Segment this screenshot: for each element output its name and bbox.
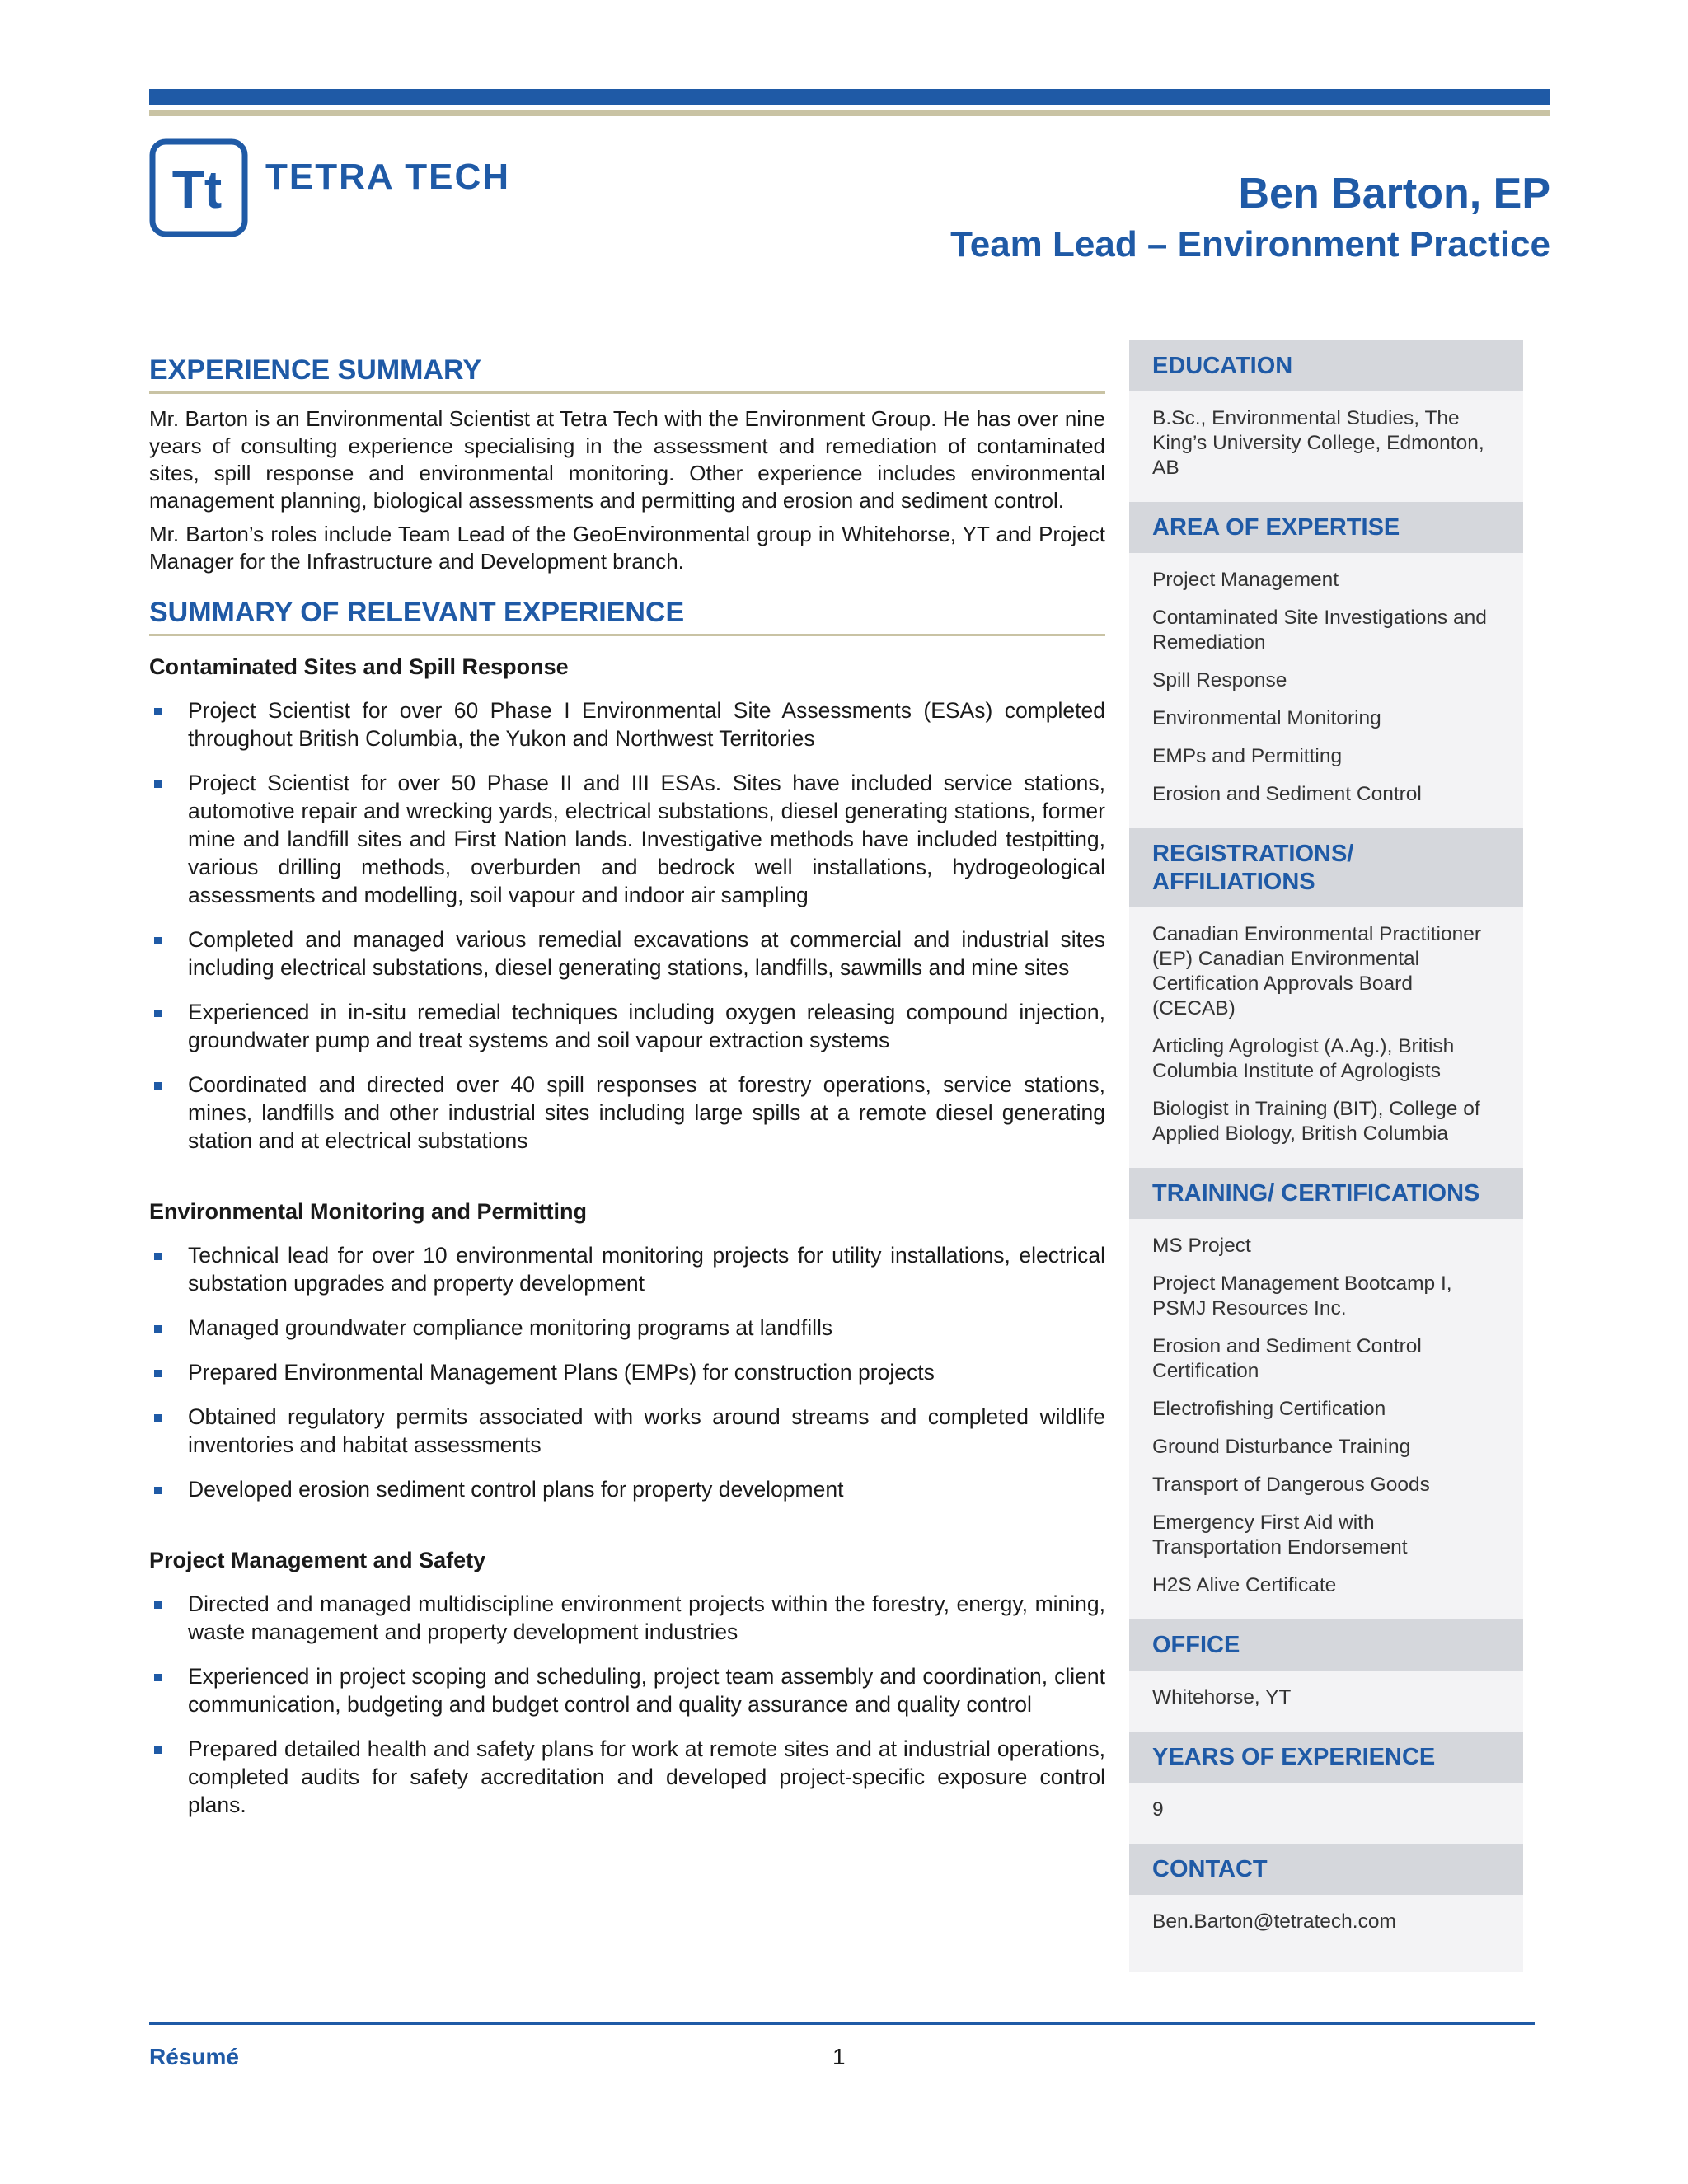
- list-item: Project Scientist for over 50 Phase II and III ESAs. Sites have included service stations, automotive repair and wrecking yards, electrical substations, diesel generating stations, former mine and landfill sites and First Nation lands. Investigative methods have included testpitting, various drilling methods, overburden and bedrock well installations, hydrogeological assessments and modelling, soil vapour and indoor air sampling: [149, 769, 1105, 909]
- training-item: MS Project: [1152, 1235, 1251, 1257]
- expertise-item: Project Management: [1152, 569, 1339, 591]
- list-item: Project Scientist for over 60 Phase I Environmental Site Assessments (ESAs) completed throughout British Columbia, the Yukon and Northwest Territories: [149, 696, 1105, 752]
- experience-section-contaminated-sites: [149, 654, 1105, 1155]
- training-item: Emergency First Aid with Transportation Endorsement: [1152, 1511, 1408, 1558]
- section-title: Contaminated Sites and Spill Response: [149, 654, 569, 679]
- header-gold-rule: [149, 110, 1550, 116]
- expertise-item: Erosion and Sediment Control: [1152, 783, 1422, 805]
- expertise-item: Environmental Monitoring: [1152, 707, 1381, 729]
- tetra-tech-logo-icon: [149, 138, 248, 237]
- registration-item: Articling Agrologist (A.Ag.), British Columbia Institute of Agrologists: [1152, 1035, 1455, 1082]
- list-item: Prepared Environmental Management Plans (EMPs) for construction projects: [149, 1358, 1105, 1386]
- sidebar-heading-office: OFFICE: [1129, 1619, 1523, 1671]
- training-item: Erosion and Sediment Control Certification: [1152, 1335, 1422, 1382]
- expertise-item: EMPs and Permitting: [1152, 745, 1343, 767]
- registration-item: Biologist in Training (BIT), College of Applied Biology, British Columbia: [1152, 1098, 1480, 1145]
- expertise-item: Spill Response: [1152, 669, 1287, 691]
- training-item: Project Management Bootcamp I, PSMJ Resources Inc.: [1152, 1272, 1452, 1319]
- relevant-experience-heading: SUMMARY OF RELEVANT EXPERIENCE: [149, 597, 1105, 636]
- sidebar-heading-training: TRAINING/ CERTIFICATIONS: [1129, 1168, 1523, 1219]
- list-item: Experienced in in-situ remedial techniques including oxygen releasing compound injection, groundwater pump and treat systems and soil vapour extraction systems: [149, 998, 1105, 1054]
- list-item: Directed and managed multidiscipline environment projects within the forestry, energy, mining, waste management and property development industries: [149, 1590, 1105, 1646]
- experience-section-project-management: [149, 1548, 1105, 1819]
- registration-item: Canadian Environmental Practitioner (EP) Canadian Environmental Certification Approvals Board (CECAB): [1152, 923, 1482, 1019]
- footer-label: Résumé: [149, 2044, 239, 2069]
- list-item: Obtained regulatory permits associated with works around streams and completed wildlife inventories and habitat assessments: [149, 1403, 1105, 1459]
- section-title: Environmental Monitoring and Permitting: [149, 1199, 588, 1224]
- sidebar-heading-years: YEARS OF EXPERIENCE: [1129, 1732, 1523, 1783]
- list-item: Developed erosion sediment control plans for property development: [149, 1475, 1105, 1503]
- sidebar-heading-expertise: AREA OF EXPERTISE: [1129, 502, 1523, 553]
- footer-rule: [149, 2022, 1535, 2025]
- list-item: Prepared detailed health and safety plans for work at remote sites and at industrial operations, completed audits for safety accreditation and developed project-specific exposure control plans.: [149, 1735, 1105, 1819]
- page-number: 1: [832, 2044, 846, 2069]
- sidebar-heading-education: EDUCATION: [1129, 340, 1523, 391]
- job-title: Team Lead – Environment Practice: [950, 224, 1550, 265]
- training-item: Ground Disturbance Training: [1152, 1436, 1411, 1458]
- contact-email[interactable]: Ben.Barton@tetratech.com: [1152, 1910, 1396, 1933]
- list-item: Technical lead for over 10 environmental monitoring projects for utility installations, electrical substation upgrades and property development: [149, 1241, 1105, 1297]
- main-content: [149, 354, 1105, 1819]
- office-value: Whitehorse, YT: [1152, 1686, 1292, 1708]
- logo-monogram: Tt: [171, 160, 223, 219]
- years-value: 9: [1152, 1798, 1164, 1821]
- sidebar-heading-contact: CONTACT: [1129, 1844, 1523, 1895]
- training-item: Transport of Dangerous Goods: [1152, 1474, 1430, 1496]
- experience-section-monitoring-permitting: [149, 1199, 1105, 1503]
- summary-paragraph: Mr. Barton’s roles include Team Lead of the GeoEnvironmental group in Whitehorse, YT and Project Manager for the Infrastructure and Development branch.: [149, 522, 1105, 574]
- company-name: TETRA TECH: [265, 157, 511, 197]
- experience-summary-heading: EXPERIENCE SUMMARY: [149, 354, 1105, 394]
- section-title: Project Management and Safety: [149, 1548, 486, 1572]
- education-item: B.Sc., Environmental Studies, The King’s University College, Edmonton, AB: [1152, 407, 1484, 479]
- training-item: H2S Alive Certificate: [1152, 1574, 1337, 1596]
- expertise-item: Contaminated Site Investigations and Remediation: [1152, 607, 1487, 654]
- header-blue-rule: [149, 89, 1550, 105]
- list-item: Experienced in project scoping and scheduling, project team assembly and coordination, client communication, budgeting and budget control and quality assurance and quality control: [149, 1662, 1105, 1718]
- sidebar-heading-registrations: REGISTRATIONS/ AFFILIATIONS: [1129, 828, 1523, 907]
- list-item: Completed and managed various remedial excavations at commercial and industrial sites including electrical substations, diesel generating stations, landfills, sawmills and mine sites: [149, 926, 1105, 982]
- sidebar: [1129, 340, 1523, 1972]
- person-name: Ben Barton, EP: [1238, 170, 1550, 218]
- summary-paragraph: Mr. Barton is an Environmental Scientist at Tetra Tech with the Environment Group. He has over nine years of consulting experience specialising in the assessment and remediation of contaminated sites, spill response and environmental monitoring. Other experience includes environmental management planning, biological assessments and permitting and erosion and sediment control.: [149, 406, 1105, 513]
- list-item: Managed groundwater compliance monitoring programs at landfills: [149, 1314, 1105, 1342]
- list-item: Coordinated and directed over 40 spill responses at forestry operations, service stations, mines, landfills and other industrial sites including large spills at a remote diesel generating station and at electrical substations: [149, 1071, 1105, 1155]
- training-item: Electrofishing Certification: [1152, 1398, 1386, 1420]
